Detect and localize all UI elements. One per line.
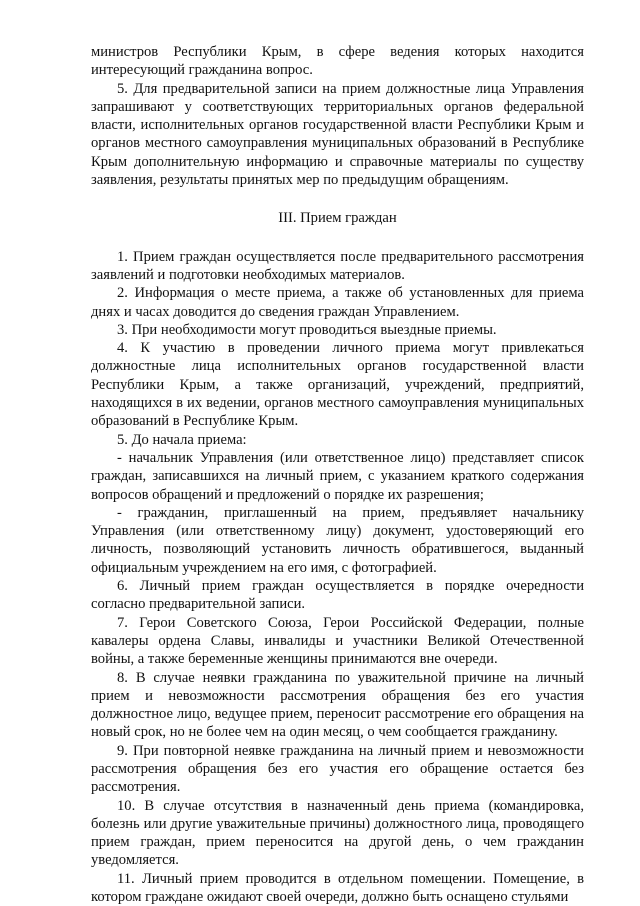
paragraph-item-5-records: 5. Для предварительной записи на прием должностные лица Управления запрашивают у соответствующих территориальных органов федеральной власти, исполнительных органов государственной власти Республики Крым и органов местного самоуправления муниципальных образований в Республике Крым дополнительную информацию и справочные материалы по существу заявления, результаты принятых мер по предыдущим обращениям. xyxy=(91,80,584,189)
paragraph-item-4: 4. К участию в проведении личного приема могут привлекаться должностные лица исполнительных органов государственной власти Республики Крым, а также организаций, учреждений, предприятий, находящихся в их ведении, органов местного самоуправления муниципальных образований в Республике Крым. xyxy=(91,340,584,430)
paragraph-bullet-head: - начальник Управления (или ответственное лицо) представляет список граждан, записавшихся на личный прием, с указанием краткого содержания вопросов обращений и предложений о порядке их разрешения; xyxy=(91,449,584,503)
paragraph-bullet-citizen: - гражданин, приглашенный на прием, предъявляет начальнику Управления (или ответственному лицу) документ, удостоверяющий его личность, позволяющий установить личность обратившегося, выданный официальным учреждением на его имя, с фотографией. xyxy=(91,504,584,576)
paragraph-item-7: 7. Герои Советского Союза, Герои Российской Федерации, полные кавалеры ордена Славы, инвалиды и участники Великой Отечественной войны, а также беременные женщины принимаются вне очереди. xyxy=(91,614,584,668)
paragraph-item-5: 5. До начала приема: xyxy=(117,431,247,448)
section-title: III. Прием граждан xyxy=(278,210,397,227)
paragraph-item-1: 1. Прием граждан осуществляется после предварительного рассмотрения заявлений и подготовки необходимых материалов. xyxy=(91,248,584,283)
paragraph-item-8: 8. В случае неявки гражданина по уважительной причине на личный прием и невозможности рассмотрения обращения без его участия должностное лицо, ведущее прием, переносит рассмотрение его обращения на новый срок, но не более чем на один месяц, о чем сообщается гражданину. xyxy=(91,669,584,741)
paragraph-item-11: 11. Личный прием проводится в отдельном помещении. Помещение, в котором граждане ожидают своей очереди, должно быть оснащено стульями xyxy=(91,870,584,906)
paragraph-item-3: 3. При необходимости могут проводиться выездные приемы. xyxy=(117,321,497,338)
paragraph-continuation: министров Республики Крым, в сфере ведения которых находится интересующий гражданина вопрос. xyxy=(91,44,584,79)
paragraph-item-6: 6. Личный прием граждан осуществляется в порядке очередности согласно предварительной записи. xyxy=(91,578,584,613)
paragraph-item-9: 9. При повторной неявке гражданина на личный прием и невозможности рассмотрения обращения без его участия его обращение остается без рассмотрения. xyxy=(91,742,584,796)
paragraph-item-10: 10. В случае отсутствия в назначенный день приема (командировка, болезнь или другие уважительные причины) должностного лица, проводящего прием граждан, прием переносится на другой день, о чем гражданин уведомляется. xyxy=(91,797,584,869)
paragraph-item-2: 2. Информация о месте приема, а также об установленных для приема днях и часах доводится до сведения граждан Управлением. xyxy=(91,285,584,320)
